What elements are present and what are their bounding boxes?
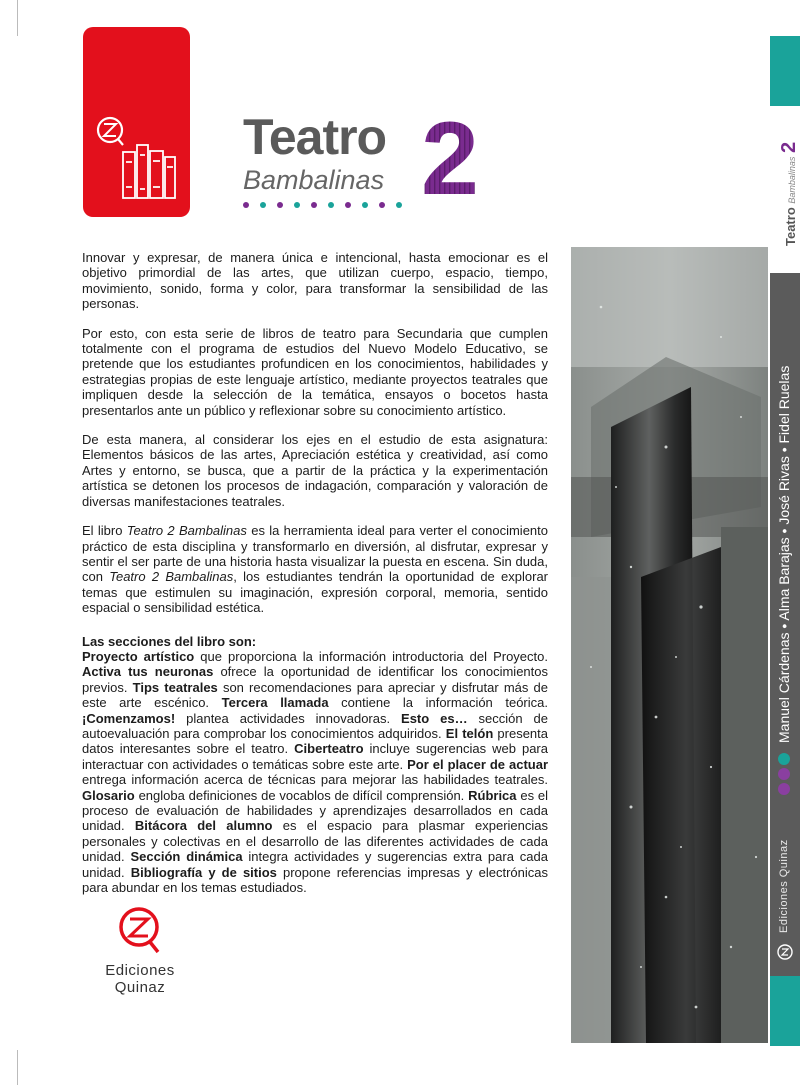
spine-dots	[778, 753, 790, 795]
stage-photo	[571, 247, 768, 1043]
paragraph-2: Por esto, con esta serie de libros de teatro para Secundaria que cumplen totalmente con el programa de estudios del Nuevo Modelo Educativo, se pretende que los estudiantes profundicen en los conocimientos, habilidades y estrategias propias de este lenguaje artístico, mediante proyectos teatrales que impliquen desde la selección de la temática, ensayos o bocetos hasta presentarlos ante un público y reflexionar sobre su conocimiento artístico.	[82, 325, 548, 418]
back-cover-text	[82, 250, 548, 909]
title-number: 2	[421, 106, 479, 206]
spine-publisher: Ediciones Quinaz	[778, 839, 790, 933]
sections-paragraph: Las secciones del libro son: Proyecto artístico que proporciona la información introductoria del Proyecto. Activa tus neuronas ofrece la oportunidad de identificar los conocimientos previos. Tips teatrales son recomendaciones para apreciar y disfrutar más de este arte escénico. Tercera llamada contiene la información teórica. ¡Comenzamos! plantea actividades innovadoras. Esto es… sección de autoevaluación para comprobar los conocimientos adquiridos. El telón presenta datos interesantes sobre el teatro. Ciberteatro incluye sugerencias web para interactuar con actividades o temáticas sobre este arte. Por el placer de actuar entrega información acerca de técnicas para mejorar las habilidades teatrales. Glosario engloba definiciones de vocablos de difícil comprensión. Rúbrica es el proceso de evaluación de habilidades y aprendizajes desarrollados en cada unidad. Bitácora del alumno es el espacio para plasmar experiencias personales y colectivas en el desarrollo de las diferentes actividades de cada unidad. Sección dinámica integra actividades y sugerencias extra para cada unidad. Bibliografía y de sitios propone referencias impresas y electrónicas para abundar en los temas estudiados.	[82, 633, 548, 896]
book-spine	[770, 36, 800, 1046]
cover-logo-tile	[83, 27, 190, 217]
sections-title: Las secciones del libro son:	[82, 633, 257, 649]
title-main: Teatro	[243, 109, 387, 165]
crop-mark-top	[17, 0, 18, 36]
spine-title: Teatro Bambalinas 2	[778, 141, 800, 246]
paragraph-3: De esta manera, al considerar los ejes en el estudio de esta asignatura: Elementos básicos de las artes, Apreciación estética y creatividad, así como Artes y entorno, se busca, que a partir de la práctica y la experimentación artística se detonen los procesos de indagación, comparación y valoración de diversas manifestaciones teatrales.	[82, 432, 548, 509]
quinaz-books-icon	[83, 27, 190, 217]
crop-mark-bottom	[17, 1050, 18, 1085]
spine-authors: Manuel Cárdenas • Alma Barajas • José Rivas • Fidel Ruelas	[776, 365, 792, 743]
spine-quinaz-icon	[776, 943, 794, 961]
spine-teal-bottom	[770, 976, 800, 1046]
paragraph-1: Innovar y expresar, de manera única e intencional, hasta emocionar es el objetivo primordial de las artes, que utilizan cuerpo, espacio, tiempo, movimiento, sonido, forma y color, para transformar la sensibilidad de las personas.	[82, 250, 548, 312]
title-block	[243, 106, 503, 222]
publisher-name: Ediciones Quinaz	[105, 962, 175, 996]
quinaz-logo-icon	[117, 905, 163, 955]
spine-teal-top	[770, 36, 800, 106]
paragraph-4: El libro Teatro 2 Bambalinas es la herramienta ideal para verter el conocimiento práctico de esta disciplina y transformarlo en diversión, al disfrutar, expresar y sentir el ser parte de una historia hasta visualizar la puesta en escena. Sin duda, con Teatro 2 Bambalinas, los estudiantes tendrán la oportunidad de explorar temas que estimulen su imaginación, expresión corporal, memoria, sentido espacial o sensibilidad estética.	[82, 523, 548, 616]
title-number-graphic	[419, 106, 499, 206]
title-subtitle: Bambalinas	[243, 165, 385, 195]
publisher-logo	[85, 905, 205, 996]
spine-gray-band	[770, 273, 800, 976]
title-dots	[243, 202, 402, 208]
